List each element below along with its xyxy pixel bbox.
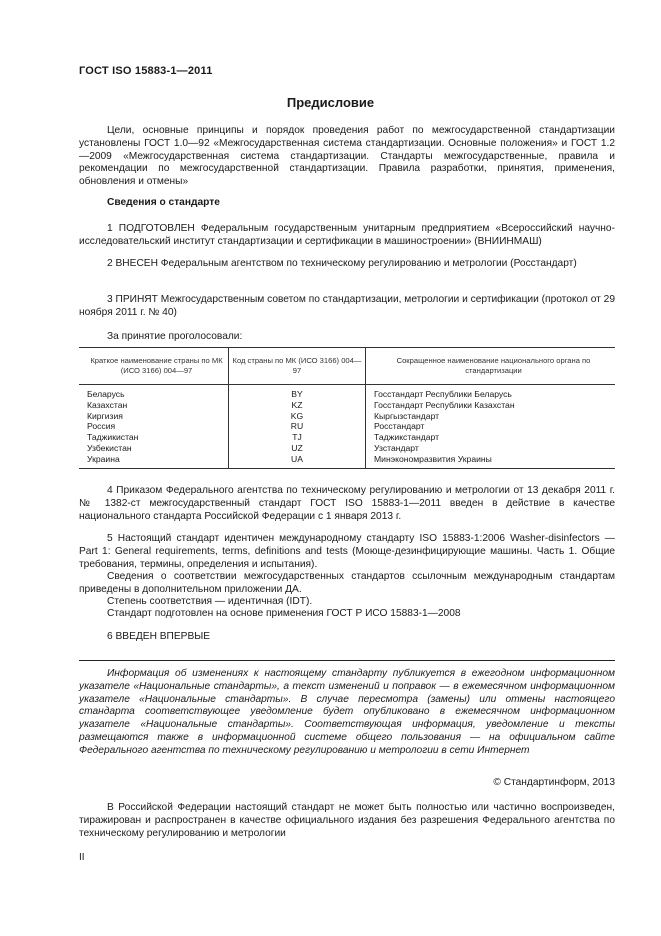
table-row: [79, 432, 615, 443]
item-4-paragraph: 4 Приказом Федерального агентства по техническому регулированию и метрологии от 13 декабря 2011 г. № 1382-ст межгосударственный стандарт ГОСТ ISO 15883-1—2011 введен в действие в качестве национального стандарта Российской Федерации с 1 января 2013 г.: [79, 485, 615, 522]
country-name-cell: Узбекистан: [87, 442, 132, 453]
country-name-cell: Беларусь: [87, 389, 125, 399]
page-number: II: [79, 852, 85, 863]
standards-body-cell: Госстандарт Республики Казахстан: [366, 400, 616, 411]
country-code-cell: BY: [229, 385, 366, 400]
header-country-code: Код страны по МК (ИСО 3166) 004—97: [229, 348, 366, 385]
country-code-cell: UZ: [229, 443, 366, 454]
standards-body-cell: Минэкономразвития Украины: [366, 454, 616, 468]
country-code-cell: KG: [229, 411, 366, 422]
table-header-row: [79, 348, 615, 385]
header-country-name: Краткое наименование страны по МК (ИСО 3166) 004—97: [90, 356, 223, 375]
countries-table: [79, 347, 615, 469]
document-code: ГОСТ ISO 15883-1—2011: [79, 65, 213, 77]
standards-body-cell: Госстандарт Республики Беларусь: [366, 385, 616, 400]
item-2-paragraph: 2 ВНЕСЕН Федеральным агентством по техническому регулированию и метрологии (Росстандарт): [107, 258, 577, 269]
item-5-paragraph: 5 Настоящий стандарт идентичен международному стандарту ISO 15883-1:2006 Washer-disinfectors — Part 1: General requirements, terms, definitions and tests (Моюще-дезинфицирующие машины. Часть 1. Общие требования, термины, определения и испытания).: [79, 533, 615, 570]
item-5-references: Сведения о соответствии межгосударственных стандартов ссылочным международным стандартам приведены в дополнительном приложении ДА.: [79, 571, 615, 595]
header-standards-body: Сокращенное наименование национального органа по стандартизации: [366, 348, 616, 385]
item-6-paragraph: 6 ВВЕДЕН ВПЕРВЫЕ: [107, 631, 211, 642]
standards-body-cell: Росстандарт: [366, 421, 616, 432]
item-1-paragraph: 1 ПОДГОТОВЛЕН Федеральным государственным унитарным предприятием «Всероссийский научно-исследовательский институт стандартизации и сертификации в машиностроении» (ВНИИНМАШ): [79, 223, 615, 247]
table-row: [79, 421, 615, 432]
country-code-cell: RU: [229, 421, 366, 432]
table-row: [79, 400, 615, 411]
item-5-basis: Стандарт подготовлен на основе применения ГОСТ Р ИСО 15883-1—2008: [107, 608, 461, 619]
table-row: [79, 411, 615, 422]
intro-paragraph: Цели, основные принципы и порядок проведения работ по межгосударственной стандартизации установлены ГОСТ 1.0—92 «Межгосударственная система стандартизации. Основные положения» и ГОСТ 1.2—2009 «Межгосударственная система стандартизации. Стандарты межгосударственные, правила и рекомендации по межгосударственной стандартизации. Правила разработки, принятия, применения, обновления и отмены»: [79, 125, 615, 188]
country-name-cell: Россия: [87, 421, 116, 432]
table-row: [79, 443, 615, 454]
country-code-cell: TJ: [229, 432, 366, 443]
standards-body-cell: Таджикстандарт: [366, 432, 616, 443]
page-title: Предисловие: [286, 95, 375, 110]
copyright: © Стандартинформ, 2013: [493, 777, 615, 788]
country-code-cell: KZ: [229, 400, 366, 411]
reproduction-rights: В Российской Федерации настоящий стандарт не может быть полностью или частично воспроизведен, тиражирован и распространен в качестве официального издания без разрешения Федерального агентства по техническому регулированию и метрологии: [79, 802, 615, 839]
amendments-notice: Информация об изменениях к настоящему стандарту публикуется в ежегодном информационном указателе «Национальные стандарты», а текст изменений и поправок — в ежемесячном информационном указателе «Национальные стандарты». В случае пересмотра (замены) или отмены настоящего стандарта соответствующее уведомление будет опубликовано в ежемесячном информационном указателе «Национальные стандарты». Соответствующая информация, уведомление и тексты размещаются также в информационной системе общего пользования — на официальном сайте Федерального агентства по техническому регулированию и метрологии в сети Интернет: [79, 668, 615, 756]
section-title: Сведения о стандарте: [107, 197, 220, 208]
divider: [79, 660, 615, 661]
table-row: [79, 385, 615, 400]
country-code-cell: UA: [229, 454, 366, 468]
item-3-paragraph: 3 ПРИНЯТ Межгосударственным советом по стандартизации, метрологии и сертификации (протокол от 29 ноября 2011 г. № 40): [79, 294, 615, 318]
country-name-cell: Казахстан: [87, 399, 128, 410]
standards-body-cell: Кыргызстандарт: [366, 411, 616, 422]
vote-label: За принятие проголосовали:: [107, 331, 243, 342]
country-name-cell: Таджикистан: [87, 432, 139, 443]
item-5-degree: Степень соответствия — идентичная (IDT).: [107, 596, 313, 607]
country-name-cell: Украина: [87, 453, 120, 464]
standards-body-cell: Узстандарт: [366, 443, 616, 454]
table-row: [79, 454, 615, 468]
country-name-cell: Киргизия: [87, 410, 123, 421]
